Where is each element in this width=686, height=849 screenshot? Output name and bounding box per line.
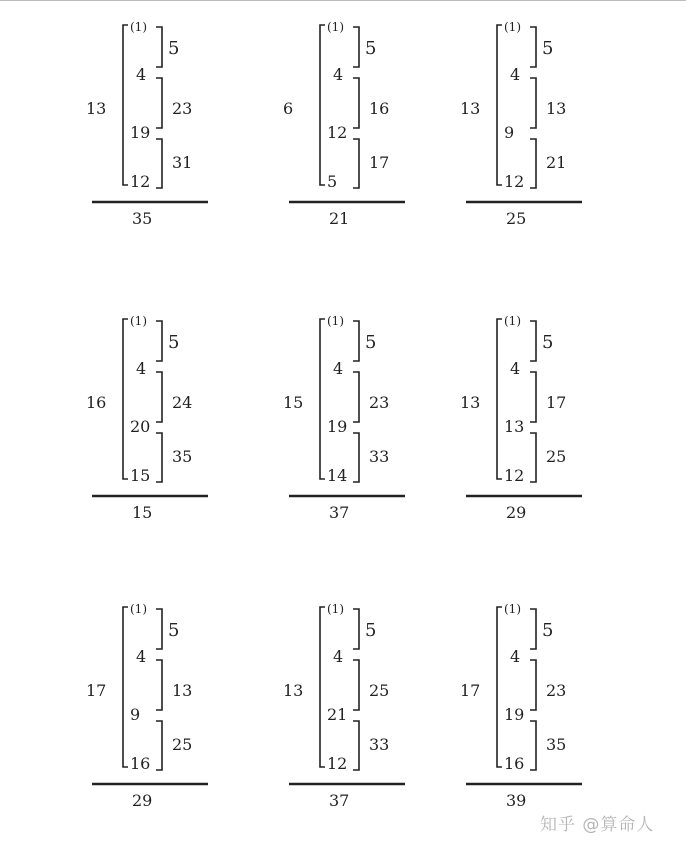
left-bracket bbox=[497, 25, 502, 185]
gap-bracket-2 bbox=[156, 78, 162, 128]
left-bracket bbox=[123, 25, 128, 185]
top-divider-line bbox=[0, 0, 686, 1]
first-gap-value: 5 bbox=[542, 38, 554, 59]
side-sum-number: 13 bbox=[460, 393, 481, 412]
sequence-number-3: 19 bbox=[504, 705, 525, 724]
side-sum-number: 13 bbox=[86, 99, 107, 118]
left-bracket bbox=[497, 607, 502, 767]
gap-value-3: 33 bbox=[369, 735, 390, 754]
gap-value-2: 13 bbox=[172, 681, 193, 700]
gap-bracket-2 bbox=[530, 660, 536, 710]
gap-bracket-3 bbox=[156, 721, 162, 770]
gap-value-3: 21 bbox=[546, 153, 567, 172]
gap-value-3: 31 bbox=[172, 153, 193, 172]
gap-value-3: 25 bbox=[546, 447, 567, 466]
sequence-top-number: (1) bbox=[130, 314, 147, 328]
bracket-drawing bbox=[90, 312, 290, 532]
sequence-top-number: (1) bbox=[327, 20, 344, 34]
bottom-total-number: 15 bbox=[132, 503, 153, 522]
sequence-number-2: 4 bbox=[333, 359, 344, 378]
side-sum-number: 17 bbox=[460, 681, 481, 700]
bottom-total-number: 37 bbox=[329, 503, 350, 522]
bracket-drawing bbox=[90, 18, 290, 238]
gap-bracket-3 bbox=[530, 433, 536, 482]
sequence-number-4: 12 bbox=[504, 172, 525, 191]
gap-bracket-3 bbox=[156, 433, 162, 482]
side-sum-number: 17 bbox=[86, 681, 107, 700]
sequence-number-3: 9 bbox=[130, 705, 141, 724]
bottom-total-number: 21 bbox=[329, 209, 350, 228]
left-bracket bbox=[320, 25, 325, 185]
left-bracket bbox=[320, 319, 325, 479]
gap-value-3: 17 bbox=[369, 153, 390, 172]
gap-value-3: 35 bbox=[172, 447, 193, 466]
bottom-total-number: 35 bbox=[132, 209, 153, 228]
bracket-drawing bbox=[464, 600, 664, 820]
sequence-number-3: 9 bbox=[504, 123, 515, 142]
sequence-number-4: 16 bbox=[504, 754, 525, 773]
gap-value-3: 25 bbox=[172, 735, 193, 754]
gap-value-2: 17 bbox=[546, 393, 567, 412]
bracket-drawing bbox=[464, 18, 664, 238]
side-sum-number: 15 bbox=[283, 393, 304, 412]
gap-bracket-2 bbox=[353, 372, 359, 422]
sequence-number-4: 16 bbox=[130, 754, 151, 773]
sequence-top-number: (1) bbox=[130, 602, 147, 616]
side-sum-number: 13 bbox=[283, 681, 304, 700]
sequence-top-number: (1) bbox=[327, 602, 344, 616]
sequence-number-2: 4 bbox=[333, 647, 344, 666]
gap-bracket-1 bbox=[156, 27, 162, 67]
sequence-number-3: 13 bbox=[504, 417, 525, 436]
sequence-number-2: 4 bbox=[510, 359, 521, 378]
sequence-number-3: 19 bbox=[327, 417, 348, 436]
diagram-2 bbox=[283, 18, 487, 258]
first-gap-value: 5 bbox=[168, 332, 180, 353]
gap-bracket-2 bbox=[156, 660, 162, 710]
sequence-number-3: 19 bbox=[130, 123, 151, 142]
bracket-drawing bbox=[287, 600, 487, 820]
gap-bracket-2 bbox=[353, 660, 359, 710]
left-bracket bbox=[123, 319, 128, 479]
sequence-number-3: 12 bbox=[327, 123, 348, 142]
sequence-top-number: (1) bbox=[504, 602, 521, 616]
gap-bracket-3 bbox=[353, 433, 359, 482]
gap-bracket-1 bbox=[530, 321, 536, 361]
gap-bracket-2 bbox=[530, 372, 536, 422]
diagram-4 bbox=[86, 312, 290, 552]
gap-bracket-1 bbox=[353, 321, 359, 361]
left-bracket bbox=[123, 607, 128, 767]
gap-bracket-2 bbox=[353, 78, 359, 128]
bracket-drawing bbox=[90, 600, 290, 820]
bracket-drawing bbox=[464, 312, 664, 532]
diagram-6 bbox=[460, 312, 664, 552]
diagram-9 bbox=[460, 600, 664, 840]
first-gap-value: 5 bbox=[168, 620, 180, 641]
sequence-number-4: 12 bbox=[504, 466, 525, 485]
gap-bracket-1 bbox=[156, 321, 162, 361]
diagram-5 bbox=[283, 312, 487, 552]
diagram-1 bbox=[86, 18, 290, 258]
bottom-total-number: 37 bbox=[329, 791, 350, 810]
sequence-top-number: (1) bbox=[504, 314, 521, 328]
bottom-total-number: 25 bbox=[506, 209, 527, 228]
side-sum-number: 6 bbox=[283, 99, 294, 118]
gap-bracket-1 bbox=[530, 609, 536, 649]
diagram-8 bbox=[283, 600, 487, 840]
sequence-number-4: 14 bbox=[327, 466, 348, 485]
side-sum-number: 13 bbox=[460, 99, 481, 118]
sequence-number-2: 4 bbox=[510, 65, 521, 84]
gap-bracket-1 bbox=[530, 27, 536, 67]
gap-bracket-3 bbox=[156, 139, 162, 188]
gap-bracket-3 bbox=[353, 721, 359, 770]
gap-bracket-3 bbox=[353, 139, 359, 188]
first-gap-value: 5 bbox=[365, 38, 377, 59]
first-gap-value: 5 bbox=[365, 620, 377, 641]
sequence-number-4: 5 bbox=[327, 172, 338, 191]
diagram-3 bbox=[460, 18, 664, 258]
gap-bracket-3 bbox=[530, 721, 536, 770]
bottom-total-number: 29 bbox=[506, 503, 527, 522]
first-gap-value: 5 bbox=[542, 620, 554, 641]
sequence-number-3: 20 bbox=[130, 417, 151, 436]
gap-bracket-3 bbox=[530, 139, 536, 188]
sequence-top-number: (1) bbox=[504, 20, 521, 34]
left-bracket bbox=[320, 607, 325, 767]
sequence-number-3: 21 bbox=[327, 705, 348, 724]
sequence-number-4: 12 bbox=[327, 754, 348, 773]
sequence-number-2: 4 bbox=[510, 647, 521, 666]
gap-bracket-1 bbox=[353, 27, 359, 67]
gap-value-3: 33 bbox=[369, 447, 390, 466]
first-gap-value: 5 bbox=[168, 38, 180, 59]
gap-bracket-1 bbox=[353, 609, 359, 649]
side-sum-number: 16 bbox=[86, 393, 107, 412]
gap-bracket-1 bbox=[156, 609, 162, 649]
first-gap-value: 5 bbox=[365, 332, 377, 353]
gap-value-2: 25 bbox=[369, 681, 390, 700]
sequence-top-number: (1) bbox=[130, 20, 147, 34]
sequence-number-2: 4 bbox=[136, 647, 147, 666]
sequence-top-number: (1) bbox=[327, 314, 344, 328]
gap-value-2: 23 bbox=[546, 681, 567, 700]
gap-value-2: 24 bbox=[172, 393, 193, 412]
gap-value-3: 35 bbox=[546, 735, 567, 754]
gap-bracket-2 bbox=[156, 372, 162, 422]
bracket-drawing bbox=[287, 312, 487, 532]
diagram-7 bbox=[86, 600, 290, 840]
bracket-drawing bbox=[287, 18, 487, 238]
first-gap-value: 5 bbox=[542, 332, 554, 353]
gap-bracket-2 bbox=[530, 78, 536, 128]
sequence-number-2: 4 bbox=[136, 359, 147, 378]
gap-value-2: 23 bbox=[369, 393, 390, 412]
bottom-total-number: 29 bbox=[132, 791, 153, 810]
gap-value-2: 16 bbox=[369, 99, 390, 118]
sequence-number-2: 4 bbox=[136, 65, 147, 84]
sequence-number-2: 4 bbox=[333, 65, 344, 84]
watermark-text: 知乎 @算命人 bbox=[540, 815, 655, 835]
bottom-total-number: 39 bbox=[506, 791, 527, 810]
sequence-number-4: 12 bbox=[130, 172, 151, 191]
gap-value-2: 23 bbox=[172, 99, 193, 118]
sequence-number-4: 15 bbox=[130, 466, 151, 485]
left-bracket bbox=[497, 319, 502, 479]
gap-value-2: 13 bbox=[546, 99, 567, 118]
